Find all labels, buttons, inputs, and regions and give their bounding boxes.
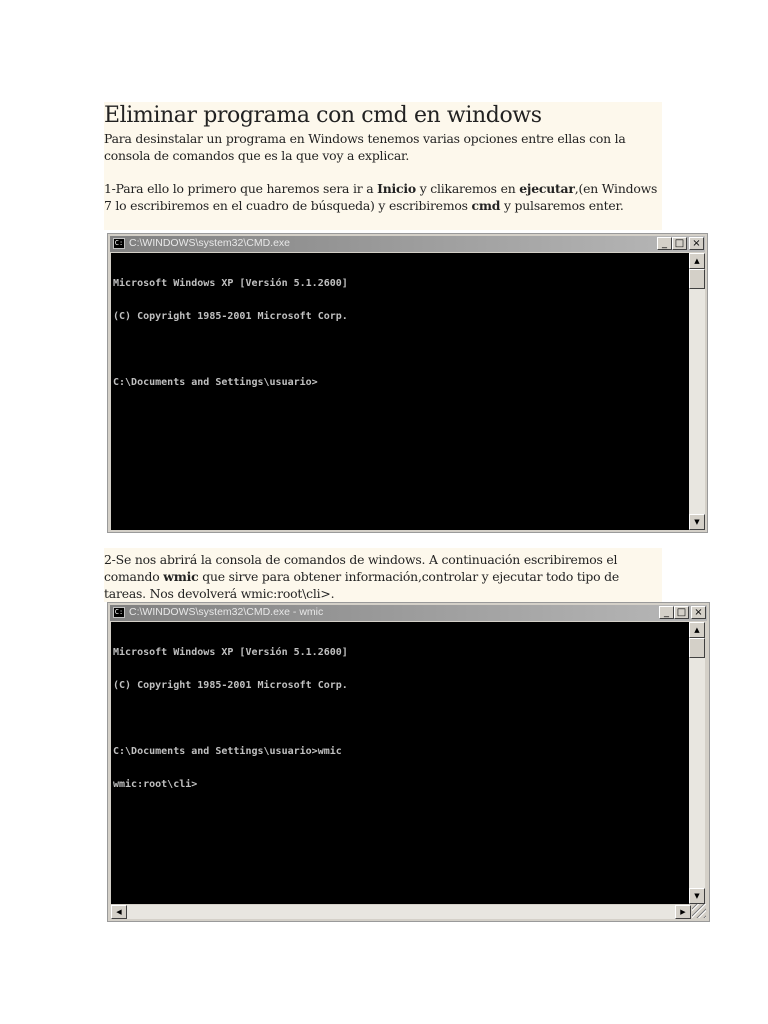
console-line: C:\Documents and Settings\usuario>wmic bbox=[113, 746, 342, 757]
console-line bbox=[113, 713, 691, 724]
close-button[interactable]: × bbox=[689, 237, 704, 250]
console-prompt-line: wmic:root\cli> bbox=[113, 779, 198, 790]
scrollbar-thumb[interactable] bbox=[689, 638, 705, 658]
step1-text-2: y clikaremos en bbox=[415, 181, 520, 196]
cmd-window-2[interactable] bbox=[107, 602, 710, 922]
intro-text-block bbox=[104, 102, 662, 230]
intro-paragraph: Para desinstalar un programa en Windows tenemos varias opciones entre ellas con la consola de comandos que es la que voy a explicar. bbox=[104, 131, 626, 163]
minimize-button[interactable]: _ bbox=[659, 606, 674, 619]
cmd-window-1-title: C:\WINDOWS\system32\CMD.exe bbox=[129, 237, 291, 249]
article-title: Eliminar programa con cmd en windows bbox=[104, 103, 542, 128]
step2-text-1: 2-Se nos abrirá la consola de comandos de windows. A continuación escribiremos el comando bbox=[104, 552, 618, 584]
cmd-window-2-titlebar[interactable] bbox=[110, 605, 707, 621]
vertical-scrollbar[interactable] bbox=[689, 622, 705, 904]
step2-paragraph bbox=[104, 548, 662, 602]
console-line: (C) Copyright 1985-2001 Microsoft Corp. bbox=[113, 680, 348, 691]
step1-bold-inicio: Inicio bbox=[377, 181, 416, 196]
step1-bold-cmd: cmd bbox=[471, 198, 501, 213]
cmd-window-1[interactable] bbox=[107, 233, 708, 533]
console-line: Microsoft Windows XP [Versión 5.1.2600] bbox=[113, 278, 348, 289]
console-line bbox=[113, 344, 689, 355]
step1-text-4: y pulsaremos enter. bbox=[500, 198, 624, 213]
console-output[interactable] bbox=[111, 253, 689, 530]
cmd-window-1-titlebar[interactable] bbox=[110, 236, 705, 252]
step2-bold-wmic: wmic bbox=[163, 569, 199, 584]
maximize-button[interactable]: □ bbox=[674, 606, 689, 619]
scroll-down-arrow-icon[interactable]: ▼ bbox=[689, 888, 705, 904]
console-line: Microsoft Windows XP [Versión 5.1.2600] bbox=[113, 647, 348, 658]
step1-bold-ejecutar: ejecutar bbox=[519, 181, 575, 196]
scroll-up-arrow-icon[interactable]: ▲ bbox=[689, 622, 705, 638]
scroll-down-arrow-icon[interactable]: ▼ bbox=[689, 514, 705, 530]
vertical-scrollbar[interactable] bbox=[689, 253, 705, 530]
scroll-left-arrow-icon[interactable]: ◀ bbox=[111, 905, 127, 919]
scrollbar-thumb[interactable] bbox=[689, 269, 705, 289]
resize-grip-icon[interactable] bbox=[692, 904, 706, 918]
minimize-button[interactable]: _ bbox=[657, 237, 672, 250]
scroll-up-arrow-icon[interactable]: ▲ bbox=[689, 253, 705, 269]
console-line: (C) Copyright 1985-2001 Microsoft Corp. bbox=[113, 311, 348, 322]
step1-text-3: ,(en Windows 7 lo escribiremos en el cuadro de búsqueda) y escribiremos bbox=[104, 181, 658, 213]
close-button[interactable]: × bbox=[691, 606, 706, 619]
horizontal-scrollbar[interactable] bbox=[111, 905, 691, 919]
console-prompt-line: C:\Documents and Settings\usuario> bbox=[113, 377, 318, 388]
console-output[interactable] bbox=[111, 622, 691, 904]
cmd-icon[interactable]: C: bbox=[114, 239, 124, 247]
cmd-icon[interactable]: C: bbox=[114, 608, 124, 616]
step2-text-block bbox=[104, 548, 662, 602]
cmd-window-2-title: C:\WINDOWS\system32\CMD.exe - wmic bbox=[129, 606, 324, 618]
scroll-right-arrow-icon[interactable]: ▶ bbox=[675, 905, 691, 919]
maximize-button[interactable]: □ bbox=[672, 237, 687, 250]
step1-text-1: 1-Para ello lo primero que haremos sera ir a bbox=[104, 181, 378, 196]
step1-paragraph bbox=[104, 180, 662, 214]
step2-text-2: que sirve para obtener información,controlar y ejecutar todo tipo de tareas. Nos devolverá wmic:root\cli>. bbox=[104, 569, 619, 601]
